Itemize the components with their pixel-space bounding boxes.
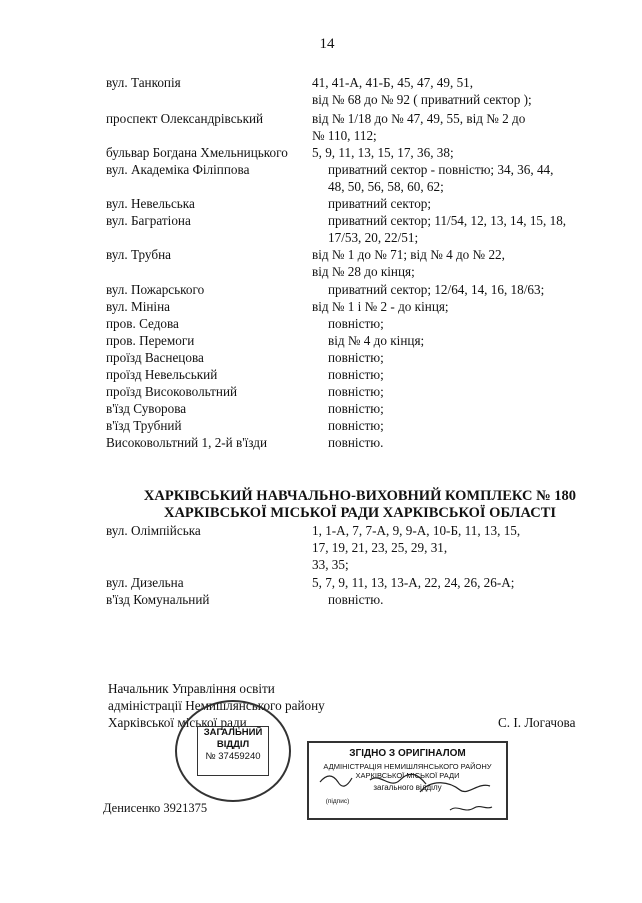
- street-row-label: вул. Багратіона: [106, 213, 191, 228]
- signer-name: С. І. Логачова: [498, 715, 576, 730]
- street-row-value: повністю;: [328, 384, 384, 399]
- street-row-value: повністю;: [328, 418, 384, 433]
- street-row-value: приватний сектор - повністю; 34, 36, 44,: [328, 162, 554, 177]
- executor-note: Денисенко 3921375: [103, 801, 208, 815]
- round-stamp-text: [197, 726, 269, 776]
- street-row-label: проїзд Високовольтний: [106, 384, 238, 399]
- position-line-2: адміністрації Немишлянського району: [108, 698, 325, 713]
- street-row-value: повністю;: [328, 316, 384, 331]
- street-row-value: повністю;: [328, 350, 384, 365]
- street-row-label: в'їзд Суворова: [106, 401, 187, 416]
- street-row-value: приватний сектор; 12/64, 14, 16, 18/63;: [328, 282, 545, 297]
- street-row-label: бульвар Богдана Хмельницького: [106, 145, 288, 160]
- street-row-value: від № 1 до № 71; від № 4 до № 22,: [312, 247, 505, 262]
- street-row-value: повністю;: [328, 367, 384, 382]
- street-row-value: приватний сектор; 11/54, 12, 13, 14, 15, 18,: [328, 213, 567, 228]
- street-row-value: 41, 41-А, 41-Б, 45, 47, 49, 51,: [312, 75, 474, 90]
- round-stamp-line-2: ВІДДІЛ: [216, 739, 250, 750]
- school-street-row-value: 1, 1-А, 7, 7-А, 9, 9-А, 10-Б, 11, 13, 15,: [312, 523, 521, 538]
- school-title-line-2: ХАРКІВСЬКОЇ МІСЬКОЇ РАДИ ХАРКІВСЬКОЇ ОБЛАСТІ: [163, 505, 557, 521]
- street-row-label: вул. Пожарського: [106, 282, 205, 297]
- street-row-value: 5, 9, 11, 13, 15, 17, 36, 38;: [312, 145, 454, 160]
- school-street-row-value: повністю.: [328, 592, 384, 607]
- page-number: 14: [319, 36, 335, 52]
- school-street-row-label: в'їзд Комунальний: [106, 592, 210, 607]
- round-stamp-line-3: № 37459240: [205, 751, 261, 762]
- street-row-value: 48, 50, 56, 58, 60, 62;: [328, 179, 444, 194]
- round-stamp: [175, 700, 291, 802]
- street-row-value: № 110, 112;: [312, 128, 377, 143]
- street-row-label: вул. Мініна: [106, 299, 170, 314]
- stamp-rect-line-4: загального відділу: [373, 783, 442, 792]
- stamp-rect-line-2: АДМІНІСТРАЦІЯ НЕМИШЛЯНСЬКОГО РАЙОНУ: [323, 762, 492, 771]
- school-title-line-1: ХАРКІВСЬКИЙ НАВЧАЛЬНО-ВИХОВНИЙ КОМПЛЕКС № 180: [143, 488, 577, 504]
- street-row-label: вул. Трубна: [106, 247, 171, 262]
- stamp-rect-line-1: ЗГІДНО З ОРИГІНАЛОМ: [349, 748, 466, 759]
- street-row-label: проспект Олександрівський: [106, 111, 264, 126]
- street-row-value: від № 1/18 до № 47, 49, 55, від № 2 до: [312, 111, 526, 126]
- street-row-label: в'їзд Трубний: [106, 418, 182, 433]
- street-row-value: від № 1 і № 2 - до кінця;: [312, 299, 449, 314]
- street-row-label: вул. Академіка Філіппова: [106, 162, 250, 177]
- street-row-value: повністю;: [328, 401, 384, 416]
- street-row-label: пров. Седова: [106, 316, 179, 331]
- street-row-value: приватний сектор;: [328, 196, 432, 211]
- street-row-label: проїзд Невельський: [106, 367, 218, 382]
- street-row-value: 17/53, 20, 22/51;: [328, 230, 419, 245]
- school-street-row-value: 33, 35;: [312, 557, 349, 572]
- school-street-row-label: вул. Дизельна: [106, 575, 184, 590]
- handwritten-signature: [300, 752, 520, 822]
- street-row-value: повністю.: [328, 435, 384, 450]
- school-street-row-value: 5, 7, 9, 11, 13, 13-А, 22, 24, 26, 26-А;: [312, 575, 515, 590]
- street-row-label: вул. Танкопія: [106, 75, 181, 90]
- school-street-row-value: 17, 19, 21, 23, 25, 29, 31,: [312, 540, 448, 555]
- street-row-label: проїзд Васнецова: [106, 350, 204, 365]
- position-line-3: Харківської міської ради: [108, 715, 247, 730]
- street-row-label: Високовольтний 1, 2-й в'їзди: [106, 435, 268, 450]
- street-row-value: від № 28 до кінця;: [312, 264, 415, 279]
- street-row-label: вул. Невельська: [106, 196, 195, 211]
- school-street-row-label: вул. Олімпійська: [106, 523, 201, 538]
- street-row-value: від № 68 до № 92 ( приватний сектор );: [312, 92, 532, 107]
- street-row-label: пров. Перемоги: [106, 333, 195, 348]
- round-stamp-line-1: ЗАГАЛЬНИЙ: [203, 727, 263, 738]
- stamp-rect-line-5: (підпис): [325, 798, 350, 805]
- street-row-value: від № 4 до кінця;: [328, 333, 425, 348]
- stamp-rect-line-3: ХАРКІВСЬКОЇ МІСЬКОЇ РАДИ: [355, 771, 460, 780]
- position-line-1: Начальник Управління освіти: [108, 681, 275, 696]
